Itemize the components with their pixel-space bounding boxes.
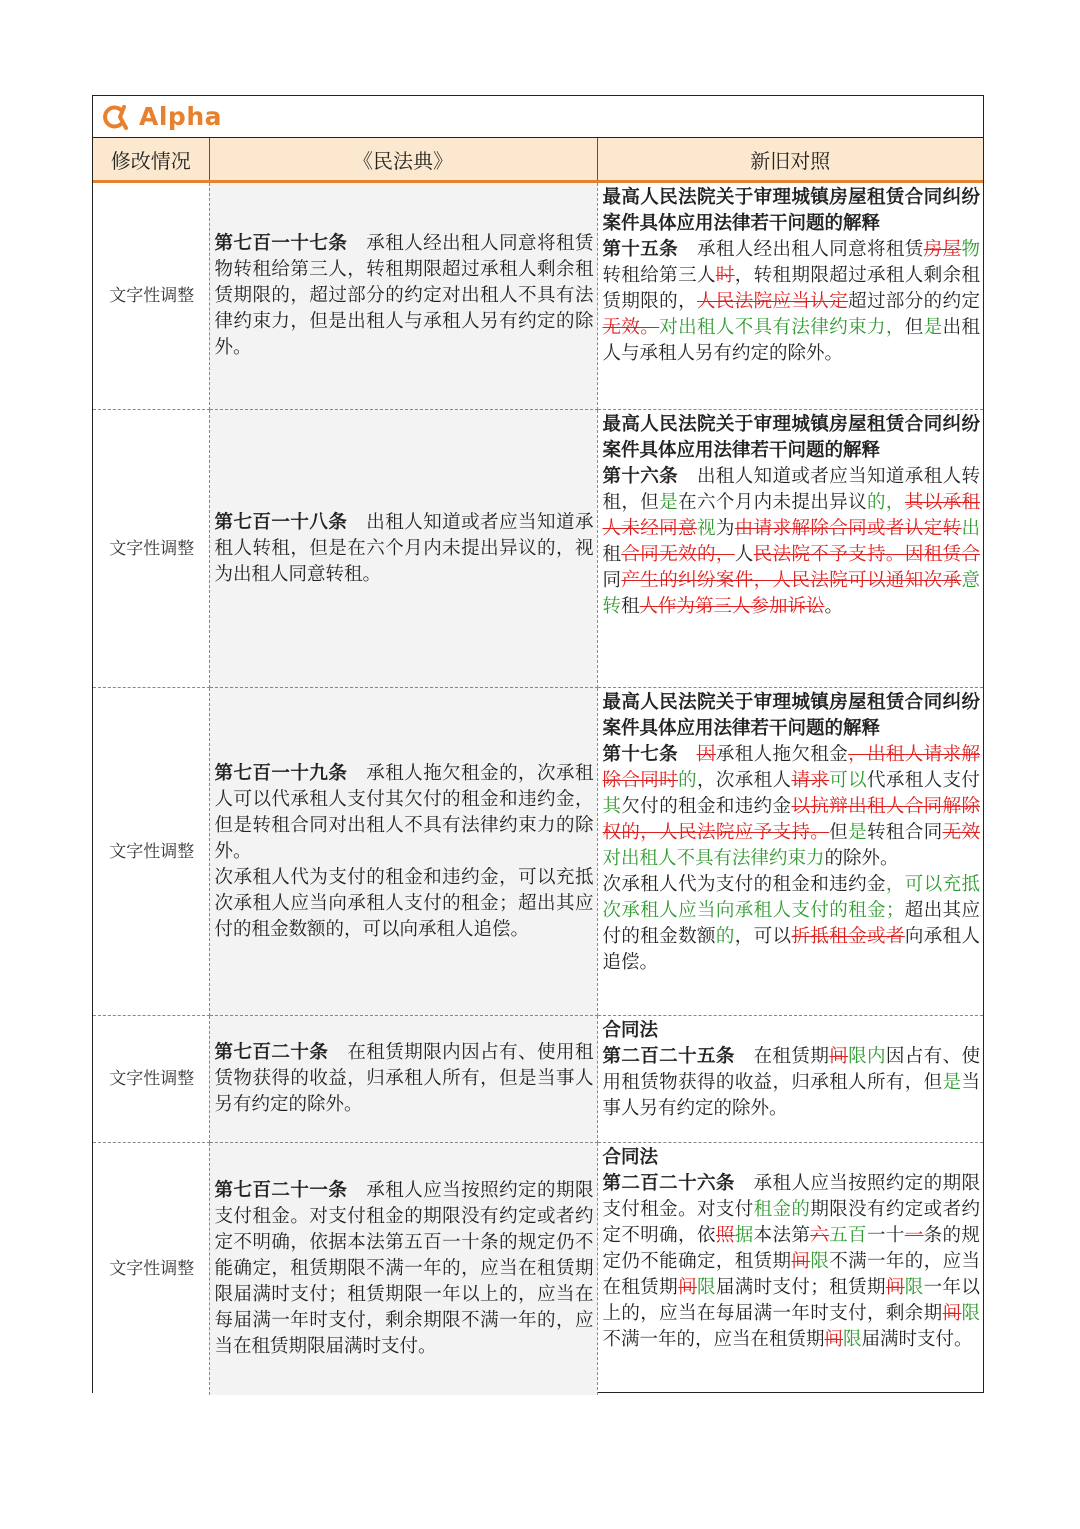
unchanged-text: 当事人另有约定的除外。 [602,1072,980,1119]
source-title: 最高人民法院关于审理城镇房屋租赁合同纠纷案件具体应用法律若干问题的解释 [602,692,980,739]
article-title: 第七百二十一条 [214,1179,348,1201]
unchanged-text: 但 [829,822,849,843]
article-title: 第七百一十九条 [214,762,348,784]
table-row [93,410,983,688]
unchanged-text: 。 [824,596,844,617]
unchanged-text: 承租人经出租人同意将租赁 [696,239,924,260]
added-text: 租金的 [753,1199,811,1220]
unchanged-text: 次承租人代为支付的租金和违约金 [602,874,886,895]
unchanged-text: 出租人知道或者应当知道承租人转租，但 [602,466,980,513]
source-title: 最高人民法院关于审理城镇房屋租赁合同纠纷案件具体应用法律若干问题的解释 [602,187,980,234]
deleted-text: 人民法院应当认定 [696,291,849,312]
deleted-text: ，出租人请求解除合同时 [602,744,980,791]
added-text: 据 [734,1225,754,1246]
diff-text [603,1173,980,1350]
source-title: 合同法 [602,1147,659,1168]
deleted-text: 折抵租金或者 [791,926,905,947]
article-text: 承租人应当按照约定的期限支付租金。对支付租金的期限没有约定或者约定不明确，依据本法第五百一十条的规定仍不能确定，租赁期限不满一年的，应当在租赁期限届满时支付；租赁期限一年以上的，应当在每届满一年时支付，剩余期限不满一年的，应当在租赁期限届满时支付。 [214,1179,594,1357]
source-title: 最高人民法院关于审理城镇房屋租赁合同纠纷案件具体应用法律若干问题的解释 [602,414,980,461]
deleted-text: 间 [942,1303,962,1324]
civil-code-cell [209,410,597,688]
old-article-title: 第十六条 [602,466,679,487]
unchanged-text: 同 [602,570,622,591]
brand-name: Alpha [139,102,222,131]
unchanged-text: 不满一年的，应当在租赁期 [602,1329,825,1350]
added-text: 其 [602,796,622,817]
deleted-text: 时 [715,265,735,286]
deleted-text: 间 [678,1277,697,1298]
unchanged-text: 欠付的租金和违约金 [621,796,792,817]
diff-text-paragraph-2 [603,874,981,973]
table-row [93,182,983,410]
added-text: 限 [810,1251,830,1272]
added-text: 视 [696,518,716,539]
article-text: 在租赁期限内因占有、使用租赁物获得的收益，归承租人所有，但是当事人另有约定的除外。 [214,1042,594,1115]
deleted-text: 照 [715,1225,735,1246]
unchanged-text: 承租人拖欠租金 [715,744,849,765]
civil-code-cell [209,688,597,1016]
source-title: 合同法 [602,1020,659,1041]
deleted-text: 间 [829,1046,849,1067]
deleted-text: 间 [791,1251,811,1272]
added-text: 限 [961,1303,980,1324]
deleted-text: 请求 [791,770,830,791]
deleted-text: 由请求解除合同或者认定转 [734,518,962,539]
comparison-cell [597,182,983,410]
deleted-text: 产生的纠纷案件，人民法院可以通知次承 [621,570,962,591]
comparison-table-frame [92,95,984,1393]
unchanged-text: 的除外。 [824,848,899,869]
unchanged-text: 为 [715,518,735,539]
old-article-title: 第二百二十六条 [602,1173,735,1194]
unchanged-text: 超出其应付的租金数额 [602,900,980,947]
unchanged-text: 代承租人支付 [866,770,980,791]
change-type-cell: 文字性调整 [93,688,209,1016]
unchanged-text: 承租人应当按照约定的期限支付租金。对支付 [602,1173,980,1220]
added-text: 的 [715,926,735,947]
added-text: 的， [867,492,905,513]
deleted-text: 因租赁合 [904,544,980,565]
added-text: 意转 [602,570,980,617]
header-comparison: 新旧对照 [597,138,983,182]
article-text: 承租人经出租人同意将租赁物转租给第三人，转租期限超过承租人剩余租赁期限的，超过部分的约定对出租人不具有法律约束力，但是出租人与承租人另有约定的除外。 [214,233,594,358]
table-row [93,1143,983,1395]
change-type-cell: 文字性调整 [93,1143,209,1395]
deleted-text: 间 [885,1277,905,1298]
unchanged-text: 因占有、使用租赁物获得的收益，归承租人所有，但 [602,1046,980,1093]
added-text: 限 [843,1329,862,1350]
change-type-cell: 文字性调整 [93,410,209,688]
unchanged-text: 转租给第三人 [602,265,716,286]
change-type-cell: 文字性调整 [93,1016,209,1143]
table-row [93,688,983,1016]
added-text: 限 [696,1277,716,1298]
deleted-text: 房屋 [923,239,962,260]
deleted-text: 以抗辩出租人合同解除权的，人民法院应予支持。 [602,796,980,843]
article-text: 承租人拖欠租金的，次承租人可以代承租人支付其欠付的租金和违约金，但是转租合同对出租人不具有法律约束力的除外。 [214,762,594,862]
added-text: 限内 [848,1046,886,1067]
comparison-cell [597,688,983,1016]
added-text: ，可以充抵次承租人应当向承租人支付的租金； [602,874,980,921]
civil-code-cell [209,1016,597,1143]
deleted-text: 其以承租人未经同意 [602,492,980,539]
article-text-paragraph-2: 次承租人代为支付的租金和违约金，可以充抵次承租人应当向承租人支付的租金；超出其应付的租金数额的，可以向承租人追偿。 [214,866,594,940]
unchanged-text: ，转租期限超过承租人剩余租赁期限的， [602,265,980,312]
unchanged-text: 人 [734,544,754,565]
added-text: 出 [961,518,980,539]
alpha-logo-icon [101,102,131,132]
header-civil-code: 《民法典》 [209,138,597,182]
comparison-cell [597,410,983,688]
comparison-cell [597,1143,983,1395]
deleted-text: 因 [696,744,716,765]
table-header-row [93,138,983,182]
unchanged-text: 条的规定仍不能确定，租赁期 [602,1225,980,1272]
header-change-type: 修改情况 [93,138,209,182]
civil-code-cell [209,1143,597,1395]
unchanged-text: 租 [602,544,622,565]
added-text: 是 [923,317,943,338]
article-text: 出租人知道或者应当知道承租人转租，但是在六个月内未提出异议的，视为出租人同意转租。 [214,511,594,585]
deleted-text: 六 [810,1225,830,1246]
old-article-title: 第二百二十五条 [602,1046,735,1067]
unchanged-text: 一十 [866,1225,905,1246]
unchanged-text: ，可以 [734,926,792,947]
old-article-title: 第十五条 [602,239,679,260]
unchanged-text: ，次承租人 [696,770,792,791]
unchanged-text: 期限没有约定或者约定不明确，依 [602,1199,980,1246]
comparison-cell [597,1016,983,1143]
unchanged-text: 在租赁期 [753,1046,830,1067]
old-article-title: 第十七条 [602,744,679,765]
unchanged-text: 租 [621,596,640,617]
deleted-text: 间 [824,1329,844,1350]
deleted-text: 无效。 [602,317,660,338]
added-text: 的 [678,770,697,791]
unchanged-text: 不满一年的，应当在租赁期 [602,1251,980,1298]
unchanged-text: 届满时支付；租赁期 [715,1277,886,1298]
added-text: 是 [848,822,868,843]
deleted-text: 民法院不予支持。 [753,544,905,565]
civil-code-cell [209,182,597,410]
diff-text [603,466,981,617]
deleted-text: 无效 [942,822,980,843]
unchanged-text: 转租合同 [867,822,943,843]
article-title: 第七百一十八条 [214,511,348,533]
change-type-cell: 文字性调整 [93,182,209,410]
added-text: 是 [942,1072,962,1093]
added-text: 限 [904,1277,924,1298]
table-row [93,1016,983,1143]
added-text: 对出租人不具有法律约束力， [659,317,905,338]
unchanged-text: 本法第 [753,1225,811,1246]
unchanged-text: 向承租人追偿。 [602,926,980,973]
unchanged-text: 届满时支付。 [861,1329,973,1350]
brand-header [93,96,983,138]
unchanged-text: 一年以上的，应当在每届满一年时支付，剩余期 [602,1277,980,1324]
unchanged-text: 但 [904,317,924,338]
unchanged-text: 出租人与承租人另有约定的除外。 [602,317,980,364]
unchanged-text: 在六个月内未提出异议 [678,492,868,513]
deleted-text: 一 [904,1225,924,1246]
added-text: 对出租人不具有法律约束力 [602,848,825,869]
unchanged-text: 超过部分的约定 [848,291,980,312]
added-text: 物 [961,239,980,260]
added-text: 是 [659,492,679,513]
article-title: 第七百二十条 [214,1042,329,1063]
deleted-text: 合同无效的， [621,544,735,565]
law-comparison-table [93,138,983,1395]
deleted-text: 人作为第三人参加诉讼 [639,596,825,617]
added-text: 可以 [829,770,867,791]
added-text: 五百 [829,1225,867,1246]
article-title: 第七百一十七条 [214,233,348,254]
